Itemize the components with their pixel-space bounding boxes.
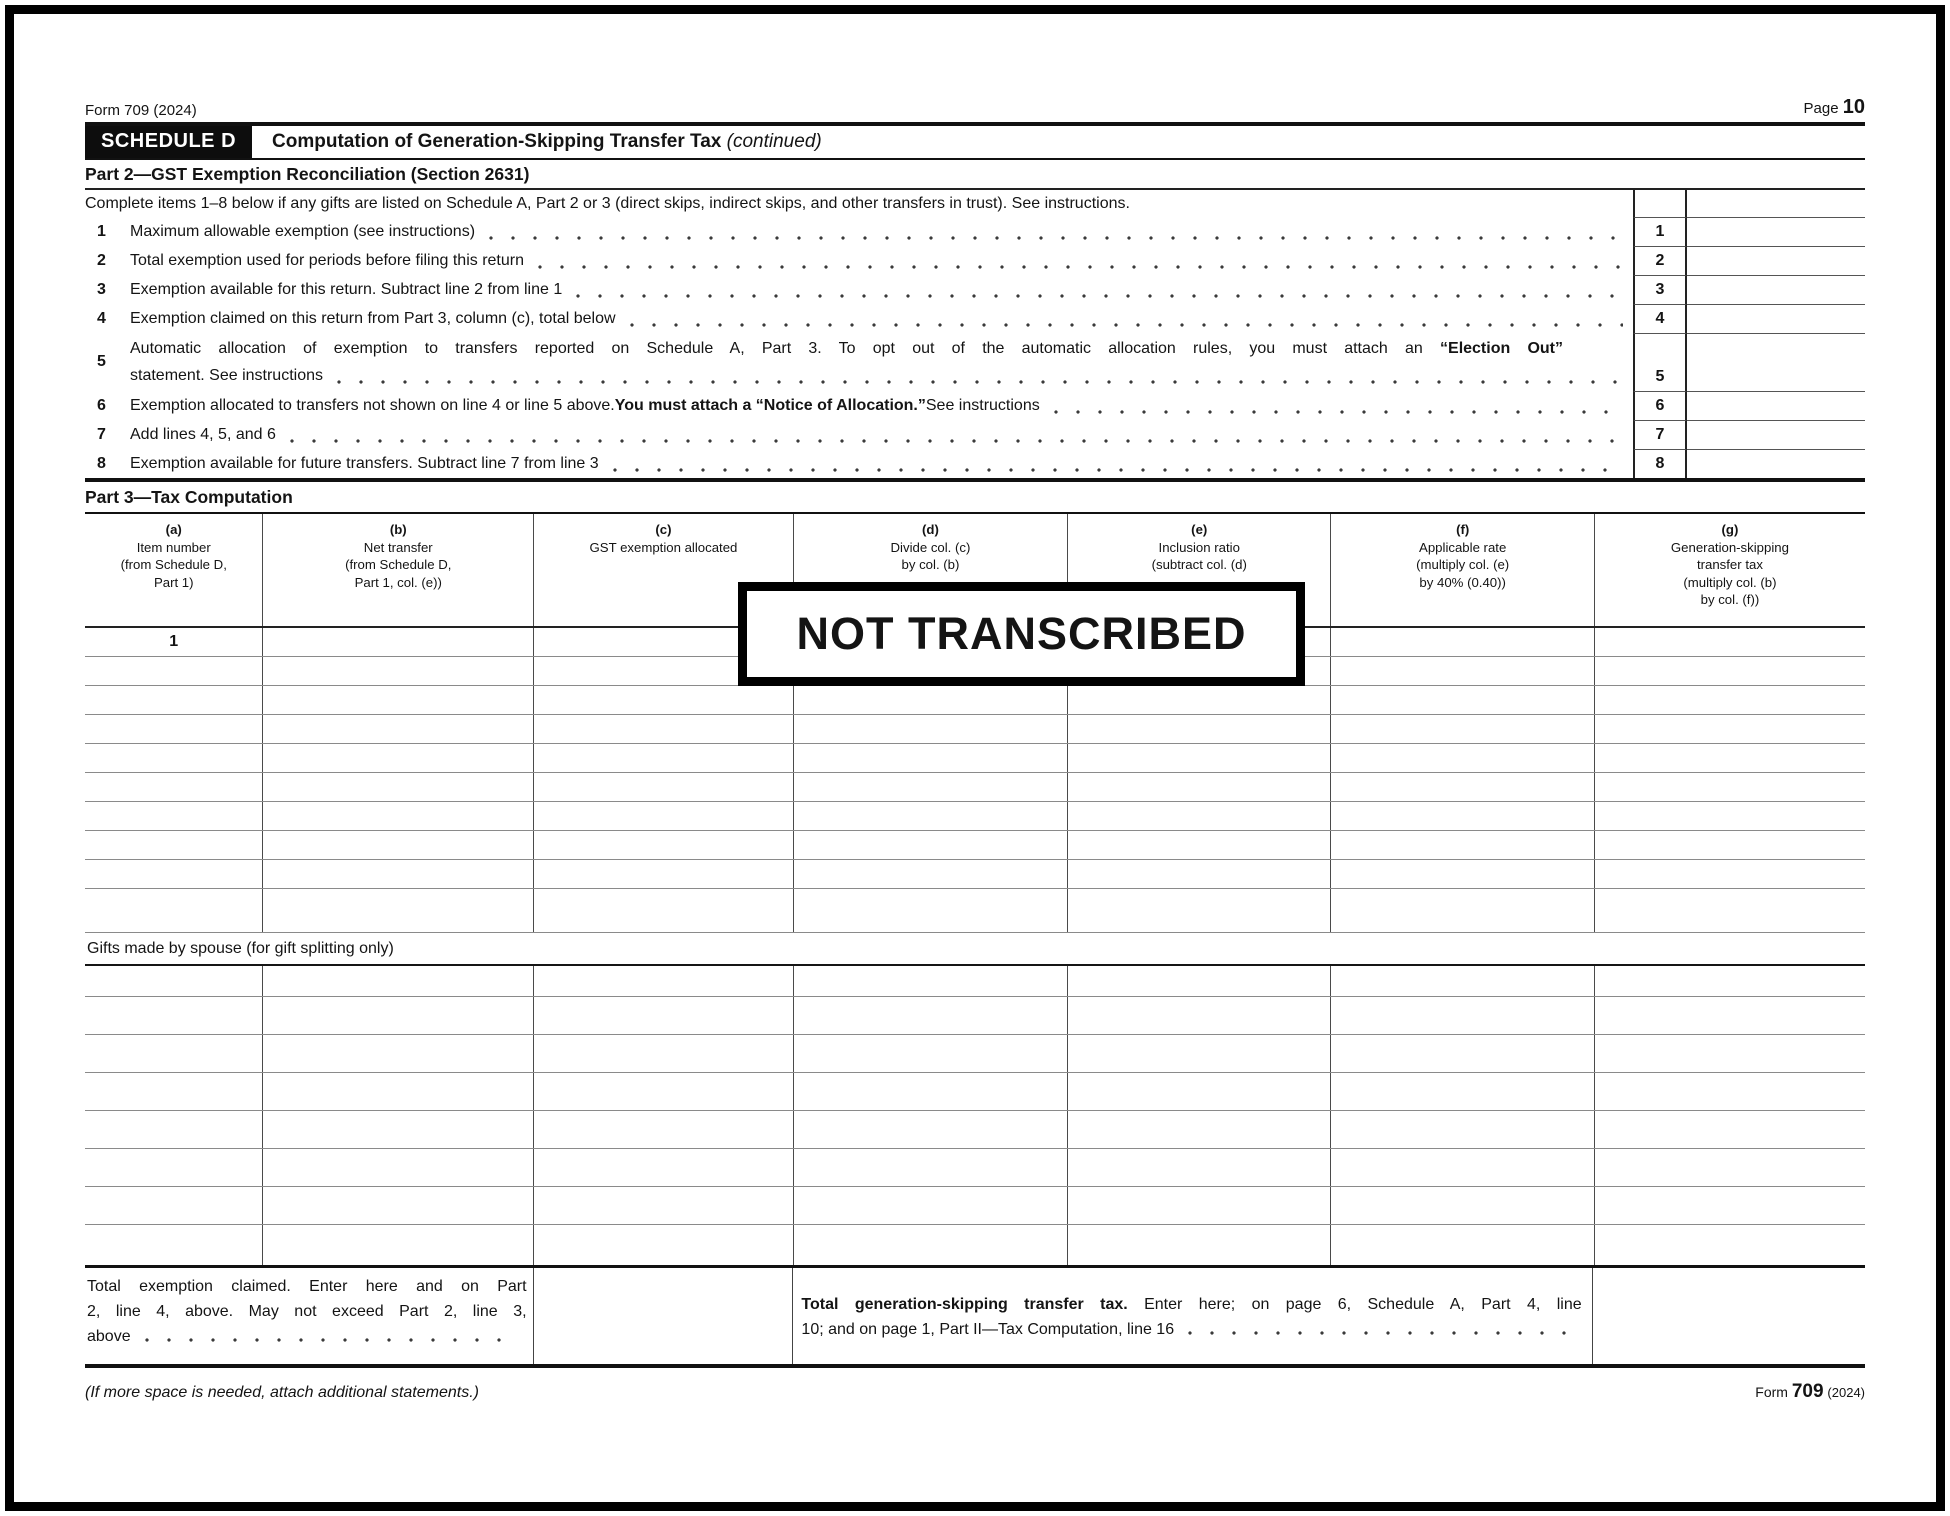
grid-cell [534, 888, 794, 932]
line-text-first [130, 335, 1633, 362]
grid-cell [1331, 966, 1594, 997]
total-exemption-line [87, 1324, 527, 1349]
table-row [85, 743, 1865, 772]
grid-cell [1331, 1035, 1594, 1073]
grid-cell [85, 1035, 263, 1073]
grid-cell [534, 772, 794, 801]
dot-leader [489, 236, 1623, 242]
dot-leader [630, 323, 1623, 329]
total-exemption-line-text: above [87, 1327, 131, 1345]
grid-cell [534, 1073, 794, 1111]
grid-cell [85, 743, 263, 772]
grid-cell [85, 888, 263, 932]
grid-cell [1594, 627, 1865, 656]
schedule-title [272, 131, 822, 153]
col-header-c: (c) GST exemption allocated [534, 513, 794, 627]
table-row [85, 1149, 1865, 1187]
grid-cell [1331, 1149, 1594, 1187]
grid-cell [1068, 772, 1331, 801]
grid-cell [793, 685, 1067, 714]
part2-line-6 [85, 391, 1865, 420]
grid-cell [534, 830, 794, 859]
grid-cell [793, 714, 1067, 743]
page-number [1804, 96, 1865, 119]
grid-cell [1594, 743, 1865, 772]
table-row [85, 997, 1865, 1035]
grid-cell [263, 1149, 534, 1187]
grid-cell [1331, 714, 1594, 743]
grid-cell [1594, 966, 1865, 997]
grid-cell [1331, 888, 1594, 932]
grid-cell [1331, 685, 1594, 714]
grid-cell [1594, 1149, 1865, 1187]
grid-cell [534, 859, 794, 888]
amount-cell [1687, 246, 1865, 275]
amount-cell [1687, 217, 1865, 246]
grid-cell [793, 888, 1067, 932]
grid-cell [534, 966, 794, 997]
line-number-box: 6 [1633, 391, 1687, 420]
grid-cell [263, 859, 534, 888]
total-gst-text: Enter here; on page 6, Schedule A, Part 4, line [1127, 1295, 1582, 1313]
amount-cell [1687, 304, 1865, 333]
col-header-b: (b) Net transfer (from Schedule D, Part 1, col. (e)) [263, 513, 534, 627]
grid-cell [85, 1073, 263, 1111]
grid-cell [1068, 1225, 1331, 1265]
grid-cell [793, 801, 1067, 830]
dot-leader [576, 294, 1623, 300]
line-text: Exemption allocated to transfers not shown on line 4 or line 5 above. [130, 396, 615, 414]
line-number-box: 1 [1633, 217, 1687, 246]
line-text: Exemption available for future transfers. Subtract line 7 from line 3 [130, 454, 599, 472]
part3-table-area [85, 512, 1865, 1368]
grid-cell [1068, 1111, 1331, 1149]
grid-cell [1068, 801, 1331, 830]
table-row [85, 830, 1865, 859]
line-number-box [1633, 190, 1687, 217]
line-text: statement. See instructions [130, 367, 323, 384]
line-text: Exemption available for this return. Subtract line 2 from line 1 [130, 280, 563, 298]
grid-cell [534, 743, 794, 772]
grid-cell [85, 1149, 263, 1187]
dot-leader [337, 380, 1623, 386]
grid-cell [85, 656, 263, 685]
spouse-gifts-table [85, 966, 1865, 1265]
grid-cell [1331, 1225, 1594, 1265]
total-gst-line [801, 1292, 1581, 1317]
part2-line-2 [85, 246, 1865, 275]
schedule-badge: SCHEDULE D [85, 126, 252, 158]
not-transcribed-overlay: NOT TRANSCRIBED [738, 582, 1305, 686]
dot-leader [1054, 410, 1623, 416]
grid-cell [793, 1225, 1067, 1265]
grid-cell [263, 714, 534, 743]
grid-cell [85, 997, 263, 1035]
grid-cell [1068, 1187, 1331, 1225]
grid-cell [1331, 627, 1594, 656]
line-number: 2 [97, 251, 106, 269]
grid-cell [85, 830, 263, 859]
grid-cell [1068, 1149, 1331, 1187]
table-row [85, 1187, 1865, 1225]
part2-section [85, 190, 1865, 482]
table-row [85, 714, 1865, 743]
grid-cell [1068, 859, 1331, 888]
part2-line-3 [85, 275, 1865, 304]
grid-cell [1331, 997, 1594, 1035]
grid-cell [85, 1187, 263, 1225]
grid-cell [1594, 1111, 1865, 1149]
grid-cell [534, 801, 794, 830]
grid-cell [85, 772, 263, 801]
footer-note: (If more space is needed, attach additional statements.) [85, 1383, 479, 1401]
line-number-box: 3 [1633, 275, 1687, 304]
grid-cell [263, 888, 534, 932]
table-row [85, 859, 1865, 888]
grid-cell [263, 1073, 534, 1111]
grid-cell [263, 1111, 534, 1149]
grid-cell [263, 830, 534, 859]
amount-cell [1687, 275, 1865, 304]
grid-cell [1068, 685, 1331, 714]
grid-cell [1594, 1225, 1865, 1265]
dot-leader [538, 265, 1623, 271]
col-header-a: (a) Item number (from Schedule D, Part 1) [85, 513, 263, 627]
part2-line-4 [85, 304, 1865, 333]
grid-cell [1068, 1035, 1331, 1073]
table-row [85, 1073, 1865, 1111]
line-number: 5 [97, 353, 106, 370]
line-number-box: 2 [1633, 246, 1687, 275]
line-text: Automatic allocation of exemption to transfers reported on Schedule A, Part 3. To opt out of the automatic allocation rules, you must attach an [130, 340, 1441, 357]
grid-cell [1594, 714, 1865, 743]
schedule-d-header [85, 126, 1865, 160]
grid-cell [85, 685, 263, 714]
amount-cell [1687, 333, 1865, 391]
line-text: Maximum allowable exemption (see instructions) [130, 222, 476, 240]
grid-cell [1331, 859, 1594, 888]
table-row [85, 772, 1865, 801]
grid-cell [1068, 714, 1331, 743]
part2-instructions-row [85, 190, 1865, 217]
dot-leader [1188, 1331, 1572, 1337]
grid-cell [1068, 830, 1331, 859]
part2-line-7 [85, 420, 1865, 449]
grid-cell [1594, 772, 1865, 801]
schedule-title-text: Computation of Generation-Skipping Transfer Tax [272, 131, 722, 152]
line-text-bold: You must attach a “Notice of Allocation.” [614, 396, 926, 414]
page-footer [85, 1381, 1865, 1403]
col-header-d: (d) Divide col. (c) by col. (b) [793, 513, 1067, 627]
form-content [85, 0, 1865, 1403]
grid-cell [793, 772, 1067, 801]
grid-cell [263, 772, 534, 801]
footer-form-year: (2024) [1827, 1384, 1865, 1400]
table-row [85, 801, 1865, 830]
amount-cell [1687, 190, 1865, 217]
grid-cell [1594, 888, 1865, 932]
table-row [85, 685, 1865, 714]
grid-cell [1594, 859, 1865, 888]
grid-cell [1594, 997, 1865, 1035]
line-text: Total exemption used for periods before filing this return [130, 251, 524, 269]
line-number: 6 [97, 396, 106, 414]
grid-cell [793, 1187, 1067, 1225]
grid-cell [1331, 1187, 1594, 1225]
line-number-box: 8 [1633, 449, 1687, 478]
grid-cell [1594, 830, 1865, 859]
line-text: Add lines 4, 5, and 6 [130, 425, 276, 443]
part2-instructions: Complete items 1–8 below if any gifts are listed on Schedule A, Part 2 or 3 (direct skips, indirect skips, and other transfers in trust). See instructions. [85, 194, 1130, 212]
part2-line-5 [85, 333, 1865, 391]
line-number: 4 [97, 309, 106, 327]
grid-cell [534, 997, 794, 1035]
line-number: 8 [97, 454, 106, 472]
grid-cell [1068, 743, 1331, 772]
grid-cell [1331, 1111, 1594, 1149]
total-exemption-amount-cell [534, 1268, 794, 1364]
totals-row [85, 1265, 1865, 1368]
grid-cell [1331, 801, 1594, 830]
grid-cell [85, 1111, 263, 1149]
grid-cell [1594, 656, 1865, 685]
line-number-box: 5 [1633, 333, 1687, 391]
grid-cell [263, 997, 534, 1035]
grid-cell [85, 801, 263, 830]
grid-cell [793, 859, 1067, 888]
table-row [85, 1035, 1865, 1073]
dot-leader [145, 1338, 517, 1344]
line-text: See instructions [925, 396, 1040, 414]
grid-cell [1068, 888, 1331, 932]
grid-cell [534, 685, 794, 714]
line-number-box: 4 [1633, 304, 1687, 333]
grid-cell [1331, 656, 1594, 685]
gifts-by-spouse-band: Gifts made by spouse (for gift splitting only) [85, 933, 1865, 966]
part2-line-1 [85, 217, 1865, 246]
grid-cell [263, 627, 534, 656]
grid-cell [534, 1111, 794, 1149]
grid-cell [263, 801, 534, 830]
grid-cell [534, 1149, 794, 1187]
grid-cell [263, 966, 534, 997]
grid-cell [1331, 1073, 1594, 1111]
col-header-f: (f) Applicable rate (multiply col. (e) by 40% (0.40)) [1331, 513, 1594, 627]
footer-form-word: Form [1755, 1383, 1788, 1400]
part2-heading: Part 2—GST Exemption Reconciliation (Section 2631) [85, 160, 1865, 190]
grid-cell [1594, 1035, 1865, 1073]
grid-cell [793, 1149, 1067, 1187]
page-label: Page [1803, 100, 1839, 117]
grid-cell [1331, 830, 1594, 859]
table-row [85, 1111, 1865, 1149]
grid-cell [534, 714, 794, 743]
grid-cell [793, 743, 1067, 772]
line-number-box: 7 [1633, 420, 1687, 449]
amount-cell [1687, 420, 1865, 449]
grid-cell [1594, 1187, 1865, 1225]
grid-cell [793, 830, 1067, 859]
grid-cell [1594, 801, 1865, 830]
grid-cell [793, 1073, 1067, 1111]
footer-form-number-value: 709 [1791, 1380, 1824, 1402]
grid-cell [1594, 685, 1865, 714]
table-row [85, 888, 1865, 932]
col-header-g: (g) Generation-skipping transfer tax (multiply col. (b) by col. (f)) [1594, 513, 1865, 627]
grid-cell [263, 685, 534, 714]
total-gst-amount-cell [1593, 1268, 1865, 1364]
grid-cell [85, 714, 263, 743]
line-number: 7 [97, 425, 106, 443]
total-exemption-claimed-cell [85, 1268, 534, 1364]
grid-cell [85, 966, 263, 997]
grid-cell [263, 1187, 534, 1225]
grid-cell [793, 1035, 1067, 1073]
line-text-block [130, 335, 1633, 389]
amount-cell [1687, 449, 1865, 478]
total-gst-bold-text: Total generation-skipping transfer tax. [801, 1295, 1128, 1313]
total-gst-text: 10; and on page 1, Part II—Tax Computation, line 16 [801, 1320, 1175, 1338]
form-id-top: Form 709 (2024) [85, 102, 197, 119]
page-number-value: 10 [1842, 96, 1865, 118]
total-exemption-line: 2, line 4, above. May not exceed Part 2, line 3, [87, 1302, 527, 1320]
page-top-bar [85, 0, 1865, 126]
table-row [85, 1225, 1865, 1265]
grid-cell [85, 1225, 263, 1265]
schedule-title-continued: (continued) [726, 131, 822, 152]
total-gst-tax-cell [793, 1268, 1592, 1364]
grid-cell [263, 743, 534, 772]
grid-cell [263, 1035, 534, 1073]
total-exemption-line: Total exemption claimed. Enter here and on Part [87, 1277, 527, 1295]
dot-leader [613, 468, 1623, 474]
item-number-cell: 1 [85, 627, 263, 656]
col-header-e: (e) Inclusion ratio (subtract col. (d) [1068, 513, 1331, 627]
grid-cell [263, 656, 534, 685]
grid-cell [1068, 997, 1331, 1035]
table-row [85, 966, 1865, 997]
grid-cell [85, 859, 263, 888]
grid-cell [1594, 1073, 1865, 1111]
footer-form-number [1755, 1381, 1865, 1403]
amount-cell [1687, 391, 1865, 420]
grid-cell [1331, 772, 1594, 801]
dot-leader [290, 439, 1623, 445]
grid-cell [263, 1225, 534, 1265]
line-text-bold: “Election Out” [1440, 340, 1563, 357]
part3-table [85, 512, 1865, 933]
grid-cell [793, 997, 1067, 1035]
line-text: Exemption claimed on this return from Part 3, column (c), total below [130, 309, 616, 327]
line-number: 3 [97, 280, 106, 298]
part3-heading: Part 3—Tax Computation [85, 487, 293, 507]
grid-cell [534, 1187, 794, 1225]
grid-cell [1068, 966, 1331, 997]
grid-cell [793, 966, 1067, 997]
grid-cell [1331, 743, 1594, 772]
line-text-second [130, 362, 1633, 389]
part2-line-8 [85, 449, 1865, 478]
line-number: 1 [97, 222, 106, 240]
grid-cell [534, 1225, 794, 1265]
grid-cell [793, 1111, 1067, 1149]
grid-cell [534, 1035, 794, 1073]
grid-cell [1068, 1073, 1331, 1111]
total-gst-line [801, 1317, 1581, 1342]
